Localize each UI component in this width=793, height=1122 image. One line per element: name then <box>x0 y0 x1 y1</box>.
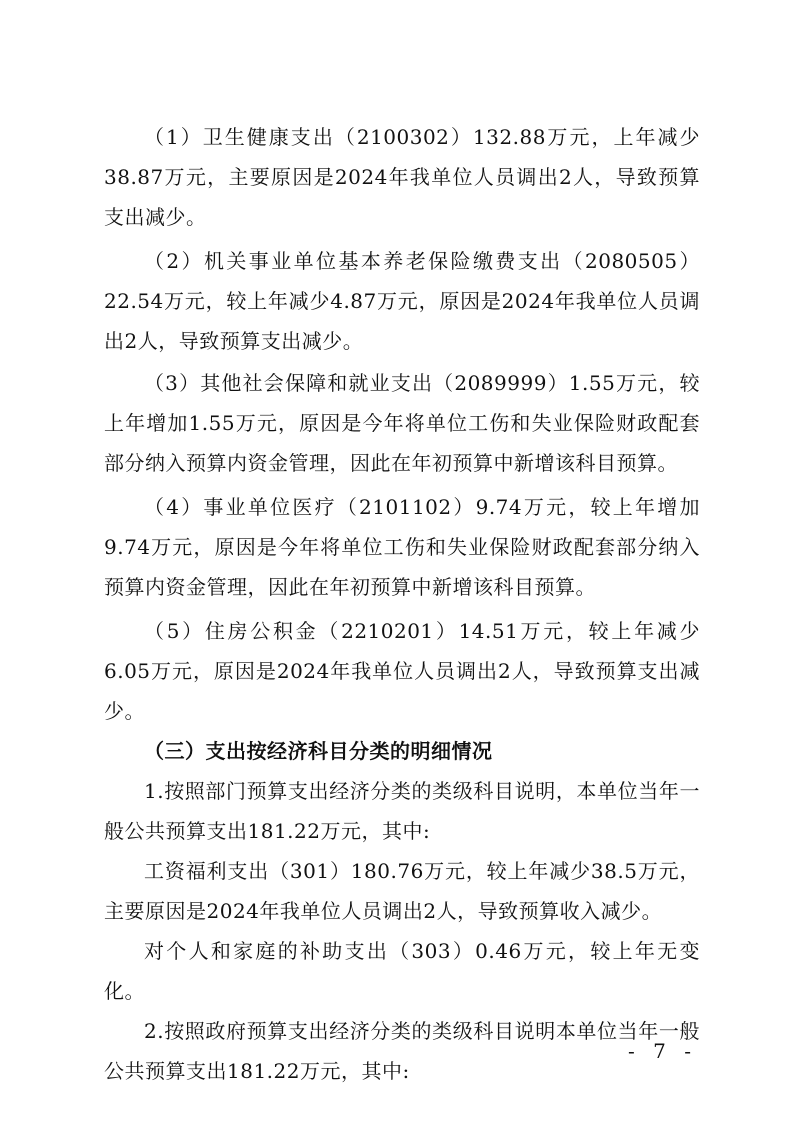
paragraph-department-budget: 1.按照部门预算支出经济分类的类级科目说明，本单位当年一般公共预算支出181.22万元，其中: <box>104 779 700 843</box>
paragraph-housing-fund: （5）住房公积金（2210201）14.51万元，较上年减少6.05万元，原因是2024年我单位人员调出2人，导致预算支出减少。 <box>104 619 700 723</box>
paragraph-pension-insurance: （2）机关事业单位基本养老保险缴费支出（2080505）22.54万元，较上年减少4.87万元，原因是2024年我单位人员调出2人，导致预算支出减少。 <box>104 249 700 353</box>
section-heading: （三）支出按经济科目分类的明细情况 <box>144 739 493 763</box>
paragraph-wages-welfare: 工资福利支出（301）180.76万元，较上年减少38.5万元，主要原因是2024年我单位人员调出2人，导致预算收入减少。 <box>104 859 700 923</box>
paragraph-household-subsidy: 对个人和家庭的补助支出（303）0.46万元，较上年无变化。 <box>104 939 700 1003</box>
document-body <box>104 117 700 1091</box>
paragraph-health-expenditure: （1）卫生健康支出（2100302）132.88万元，上年减少38.87万元，主要原因是2024年我单位人员调出2人，导致预算支出减少。 <box>104 125 700 229</box>
page-number: - 7 - <box>628 1039 697 1063</box>
paragraph-medical: （4）事业单位医疗（2101102）9.74万元，较上年增加9.74万元，原因是今年将单位工伤和失业保险财政配套部分纳入预算内资金管理，因此在年初预算中新增该科目预算。 <box>104 495 700 599</box>
paragraph-social-security: （3）其他社会保障和就业支出（2089999）1.55万元，较上年增加1.55万元，原因是今年将单位工伤和失业保险财政配套部分纳入预算内资金管理，因此在年初预算中新增该科目预算。 <box>104 371 700 475</box>
paragraph-government-budget: 2.按照政府预算支出经济分类的类级科目说明本单位当年一般公共预算支出181.22万元，其中: <box>104 1019 700 1083</box>
